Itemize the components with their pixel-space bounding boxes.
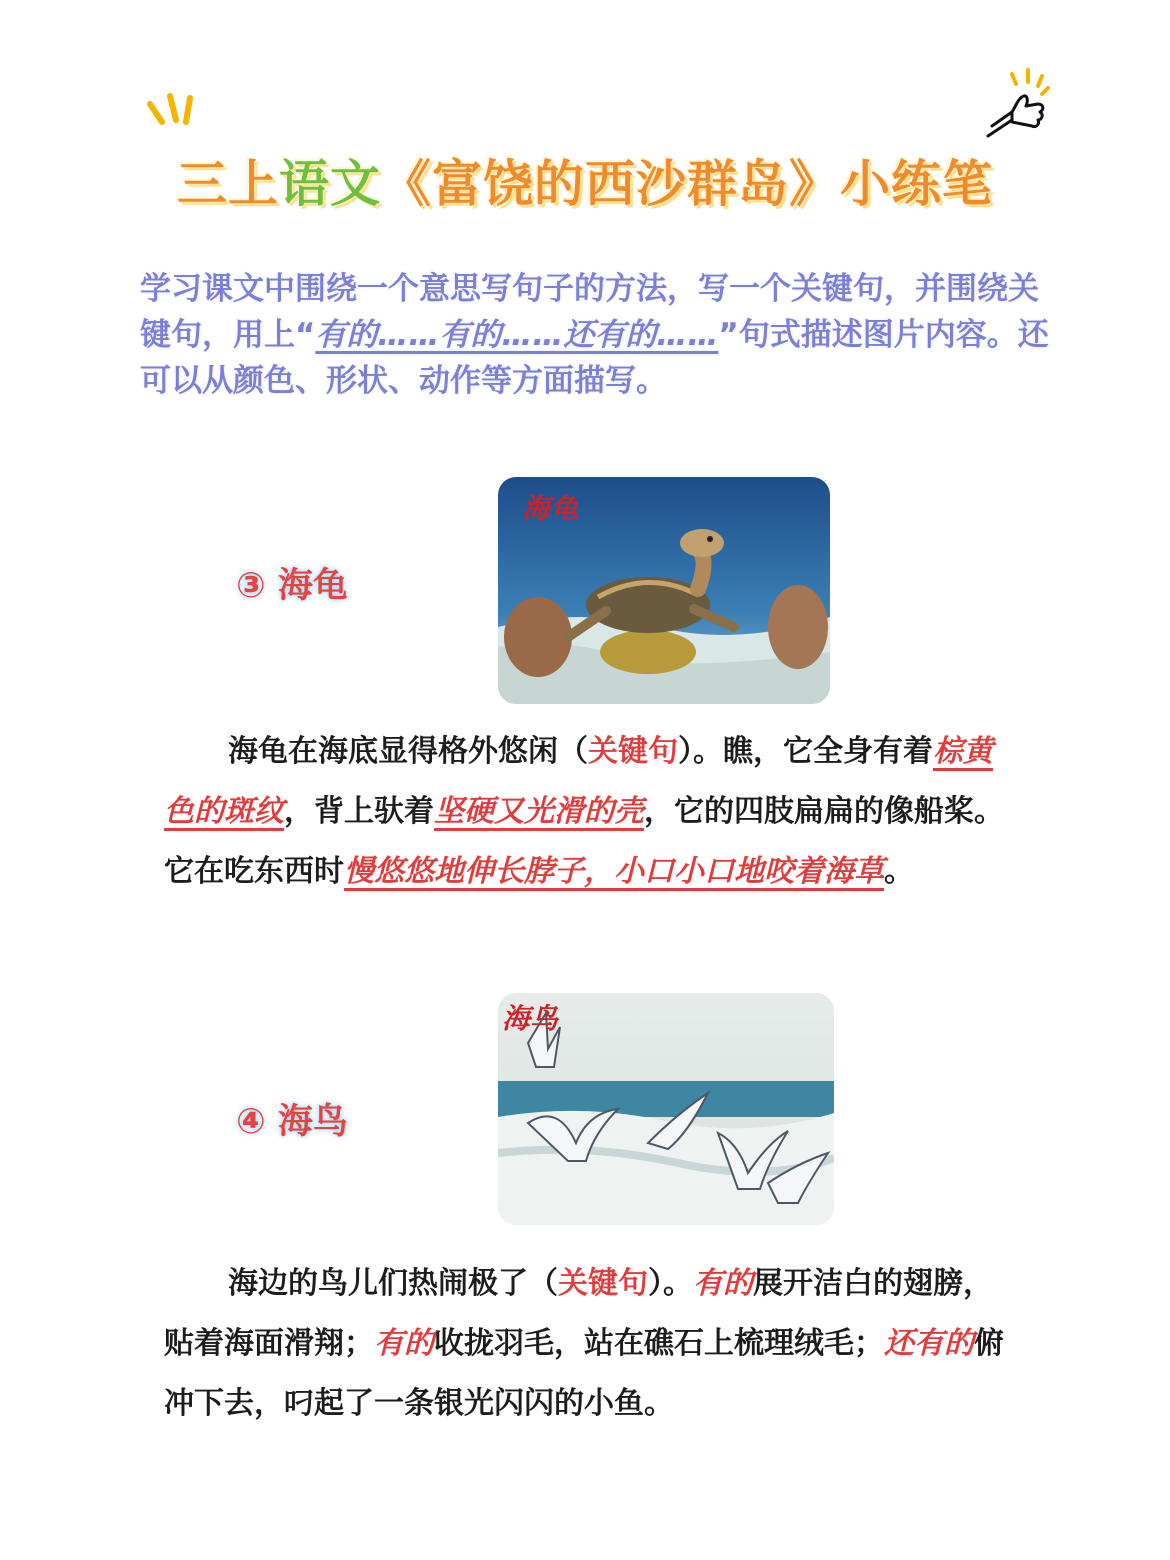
text-run: ）。 — [648, 1266, 693, 1301]
section-label-turtle: ③ 海龟 — [236, 566, 348, 606]
title-part-subject: 语文 — [279, 155, 381, 213]
text-run: ）。瞧，它全身有着 — [678, 734, 933, 769]
instruction-text — [140, 266, 1050, 404]
key-sentence-tag: 关键句 — [588, 734, 678, 769]
sparkle-lines-icon — [146, 92, 196, 136]
text-run: 海龟在海底显得格外悠闲（ — [228, 734, 588, 769]
key-sentence-tag: 关键句 — [558, 1266, 648, 1301]
pattern-word: 还有的 — [884, 1326, 974, 1361]
sentence-pattern: 有的……有的……还有的…… — [315, 317, 719, 353]
photo-stamp-seabird: 海鸟 — [502, 1002, 559, 1035]
instruction-text-b: ”句式描述图片内容。还可以从颜色、形状、动作等方面描写。 — [140, 317, 1049, 399]
seabird-photo — [498, 993, 834, 1225]
text-run: 。 — [884, 854, 914, 889]
turtle-paragraph — [164, 722, 1009, 902]
turtle-photo — [498, 477, 830, 704]
text-run: ，它的四肢扁扁的像船桨。它在吃东西时 — [164, 794, 1004, 889]
text-run: ，背上驮着 — [284, 794, 434, 829]
highlight-phrase: 棕黄色的斑纹 — [164, 734, 993, 829]
section-label-seabird: ④ 海鸟 — [236, 1102, 348, 1142]
text-run: 收拢羽毛，站在礁石上梳理绒毛； — [434, 1326, 884, 1361]
pattern-word: 有的 — [693, 1266, 753, 1301]
title-part-grade: 三上 — [177, 155, 279, 213]
pattern-word: 有的 — [374, 1326, 434, 1361]
photo-stamp-turtle: 海龟 — [522, 492, 579, 525]
thumbs-up-hand-icon — [982, 66, 1062, 142]
title-part-topic: 《富饶的西沙群岛》小练笔 — [381, 155, 993, 213]
highlight-phrase: 坚硬又光滑的壳 — [434, 794, 644, 829]
text-run: 展开洁白的翅膀，贴着海面滑翔； — [164, 1266, 993, 1361]
seabird-paragraph — [164, 1254, 1009, 1434]
text-run: 海边的鸟儿们热闹极了（ — [228, 1266, 558, 1301]
page-title — [0, 148, 1170, 220]
text-run: 俯冲下去，叼起了一条银光闪闪的小鱼。 — [164, 1326, 1004, 1421]
highlight-phrase: 慢悠悠地伸长脖子，小口小口地咬着海草 — [344, 854, 884, 889]
instruction-text-a: 学习课文中围绕一个意思写句子的方法，写一个关键句，并围绕关键句，用上“ — [140, 271, 1039, 353]
